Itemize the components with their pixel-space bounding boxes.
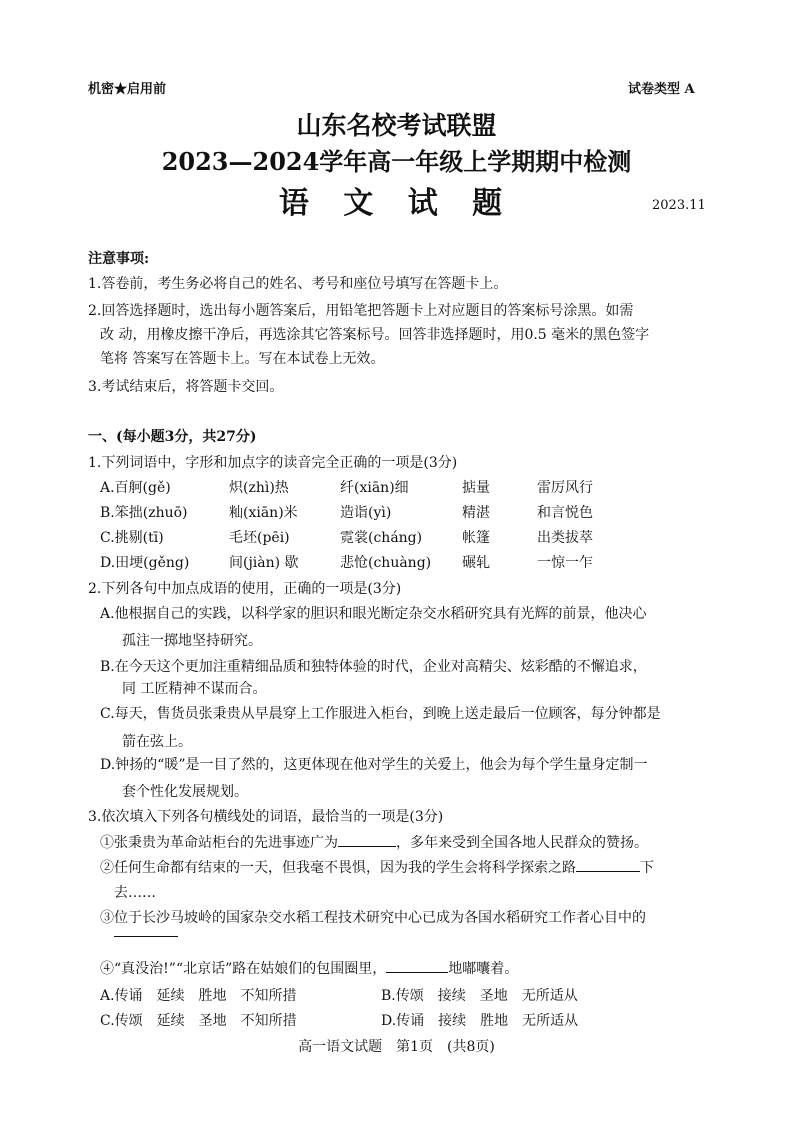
notice-item: 3.考试结束后，将答题卡交回。: [88, 379, 284, 395]
notice-item: 2.回答选择题时，选出每小题答案后，用铅笔把答题卡上对应题目的答案标号涂黑。如需: [88, 303, 634, 319]
exam-name-title: 2023—2024学年高一年级上学期期中检测: [161, 147, 632, 176]
exam-date: 2023.11: [652, 198, 706, 213]
fill-blank: [386, 959, 448, 973]
q3-sentence-2: [100, 857, 654, 877]
q2-option-a: A.他根据自己的实践，以科学家的胆识和眼光断定杂交水稻研究具有光辉的前景，他决心: [100, 606, 647, 622]
section-heading: 一、(每小题3分，共27分): [88, 429, 257, 445]
q2-option-d-cont: 套个性化发展规划。: [122, 784, 248, 800]
q2-option-c: C.每天，售货员张秉贵从早晨穿上工作服进入柜台，到晚上送走最后一位顾客，每分钟都是: [100, 706, 661, 722]
fill-blank: [338, 833, 396, 847]
page-footer: 高一语文试题 第1页 (共8页): [298, 1039, 495, 1055]
confidential-label: 机密★启用前: [88, 82, 167, 97]
q1-word: 出类拔萃: [537, 530, 593, 546]
q1-word: 籼(xiān)米: [229, 505, 298, 521]
q2-option-b-cont: 同 工匠精神不谋而合。: [122, 681, 267, 697]
q1-option-c: C.挑剔(tī): [100, 530, 164, 546]
q3-option-c: C.传颂 延续 圣地 不知所措: [100, 1013, 297, 1029]
q1-option-a: A.百舸(gě): [100, 480, 171, 496]
fill-blank: [576, 858, 640, 872]
q1-word: 精湛: [462, 505, 490, 521]
q2-option-a-cont: 孤注一掷地坚持研究。: [122, 633, 262, 649]
q3-option-a: A.传诵 延续 胜地 不知所措: [100, 988, 297, 1004]
q1-word: 悲怆(chuàng): [340, 555, 432, 571]
q3-sentence-4: [100, 958, 518, 978]
subject-title: 语 文 试 题: [278, 186, 515, 221]
q3-option-b: B.传颂 接续 圣地 无所适从: [381, 988, 578, 1004]
q1-word: 霓裳(cháng): [340, 530, 423, 546]
q3-sentence-4-part-b: 地嘟囔着。: [448, 961, 519, 977]
q1-word: 炽(zhì)热: [229, 480, 289, 496]
q1-option-d: D.田埂(gěng): [100, 555, 190, 571]
notice-item: 改 动，用橡皮擦干净后，再选涂其它答案标号。回答非选择题时，用0.5 毫米的黑色签字: [100, 327, 650, 343]
q2-option-b: B.在今天这个更加注重精细品质和独特体验的时代，企业对高精尖、炫彩酷的不懈追求，: [100, 659, 647, 675]
q3-sentence-2-cont: 去……: [114, 885, 156, 901]
q3-option-d: D.传诵 接续 胜地 无所适从: [381, 1013, 579, 1029]
exam-union-title: 山东名校考试联盟: [296, 111, 497, 140]
q3-sentence-1: [100, 832, 648, 852]
q2-option-c-cont: 箭在弦上。: [122, 734, 192, 750]
fill-blank: [114, 936, 178, 937]
q1-word: 帐篷: [462, 530, 490, 546]
question-2-stem: 2.下列各句中加点成语的使用，正确的一项是(3分): [88, 581, 402, 597]
q3-sentence-2-part-a: ②任何生命都有结束的一天，但我毫不畏惧，因为我的学生会将科学探索之路: [100, 860, 576, 876]
q2-option-d: D.钟扬的“暖”是一目了然的，这更体现在他对学生的关爱上，他会为每个学生量身定制一: [100, 757, 648, 773]
q3-sentence-1-part-a: ①张秉贵为革命站柜台的先进事迹广为: [100, 835, 338, 851]
q1-word: 纤(xiān)细: [340, 480, 409, 496]
q1-word: 雷厉风行: [537, 480, 593, 496]
notice-item: 1.答卷前，考生务必将自己的姓名、考号和座位号填写在答题卡上。: [88, 276, 508, 292]
q1-word: 毛坯(pēi): [229, 530, 290, 546]
notice-item: 笔将 答案写在答题卡上。写在本试卷上无效。: [100, 351, 385, 367]
q1-word: 碾轧: [462, 555, 490, 571]
q1-word: 间(jiàn) 歇: [229, 555, 299, 571]
q1-word: 一惊一乍: [537, 555, 593, 571]
paper-type-label: 试卷类型 A: [628, 82, 695, 97]
q1-word: 和言悦色: [537, 505, 593, 521]
question-3-stem: 3.依次填入下列各句横线处的词语，最恰当的一项是(3分): [88, 809, 444, 825]
q3-sentence-4-part-a: ④“真没治!”“北京话”路在姑娘们的包围圈里，: [100, 961, 387, 977]
q1-word: 掂量: [462, 480, 490, 496]
q1-option-b: B.笨拙(zhuō): [100, 505, 188, 521]
q1-word: 造诣(yì): [340, 505, 392, 521]
q3-sentence-1-part-b: ，多年来受到全国各地人民群众的赞扬。: [396, 835, 648, 851]
notice-heading: 注意事项:: [88, 251, 150, 267]
q3-sentence-2-part-b: 下: [640, 860, 654, 876]
q3-sentence-3: ③位于长沙马坡岭的国家杂交水稻工程技术研究中心已成为各国水稻研究工作者心目中的: [100, 910, 646, 926]
question-1-stem: 1.下列词语中，字形和加点字的读音完全正确的一项是(3分): [88, 455, 458, 471]
